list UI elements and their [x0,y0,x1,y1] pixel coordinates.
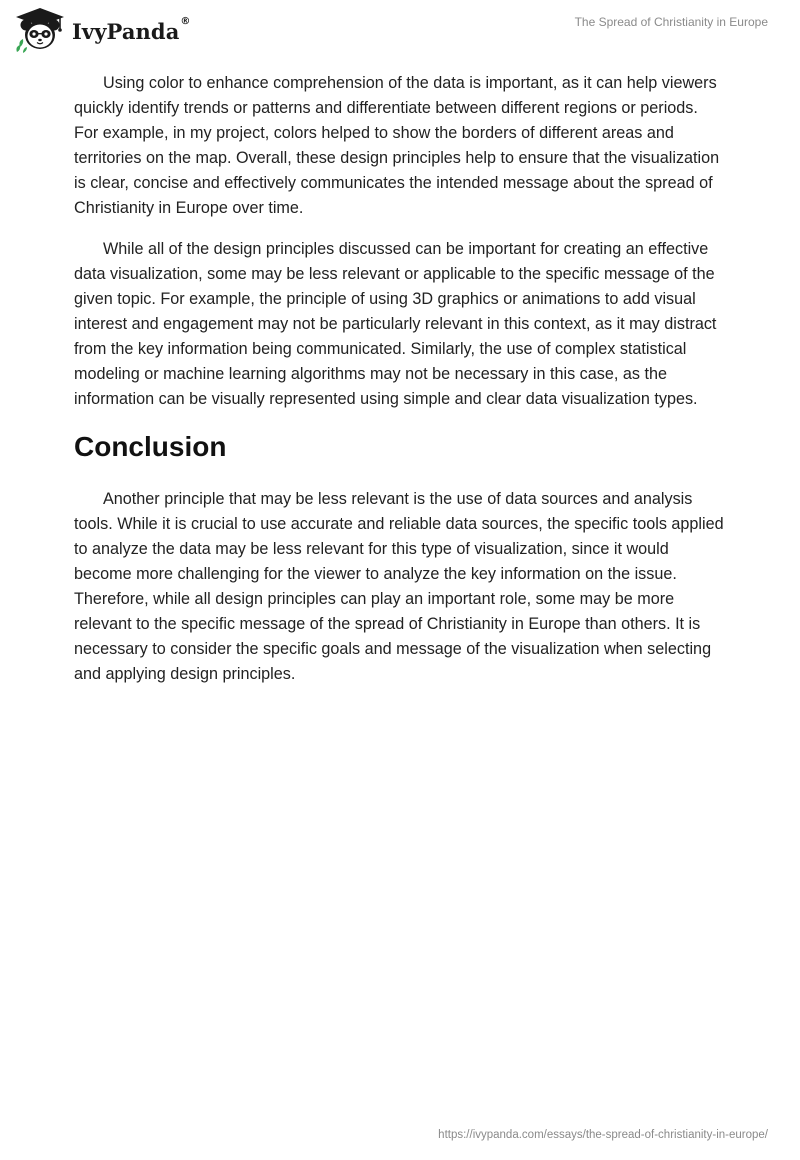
ivypanda-logo[interactable] [14,7,191,53]
paragraph: Using color to enhance comprehension of the data is important, as it can help viewers quickly identify trends or patterns and differentiate between different regions or periods. For example, in my project, colors helped to show the borders of different areas and territories on the map. Overall, these design principles help to ensure that the visualization is clear, concise and effectively communicates the intended message about the spread of Christianity in Europe over time. [74,74,720,217]
paragraph: Another principle that may be less relevant is the use of data sources and analysis tools. While it is crucial to use accurate and reliable data sources, the specific tools applied to analyze the data may be less relevant for this type of visualization, since it would become more challenging for the viewer to analyze the key information on the issue. Therefore, while all design principles can play an important role, some may be more relevant to the specific message of the spread of Christianity in Europe than others. It is necessary to consider the specific goals and message of the visualization when selecting and applying design principles. [74,490,724,683]
registered-mark: ® [180,15,191,27]
source-url[interactable]: https://ivypanda.com/essays/the-spread-of-christianity-in-europe/ [438,1129,768,1141]
paragraph: While all of the design principles discussed can be important for creating an effective data visualization, some may be less relevant or applicable to the specific message of the given topic. For example, the principle of using 3D graphics or animations to add visual interest and engagement may not be particularly relevant in this context, as it may distract from the key information being communicated. Similarly, the use of complex statistical modeling or machine learning algorithms may not be necessary in this case, as the information can be visually represented using simple and clear data visualization types. [74,240,717,408]
essay-content [74,71,726,703]
section-heading: Conclusion [74,431,227,462]
page-header [0,0,800,62]
panda-graduate-icon [14,7,66,53]
document-title: The Spread of Christianity in Europe [574,15,768,29]
brand-name: IvyPanda® [72,15,191,44]
